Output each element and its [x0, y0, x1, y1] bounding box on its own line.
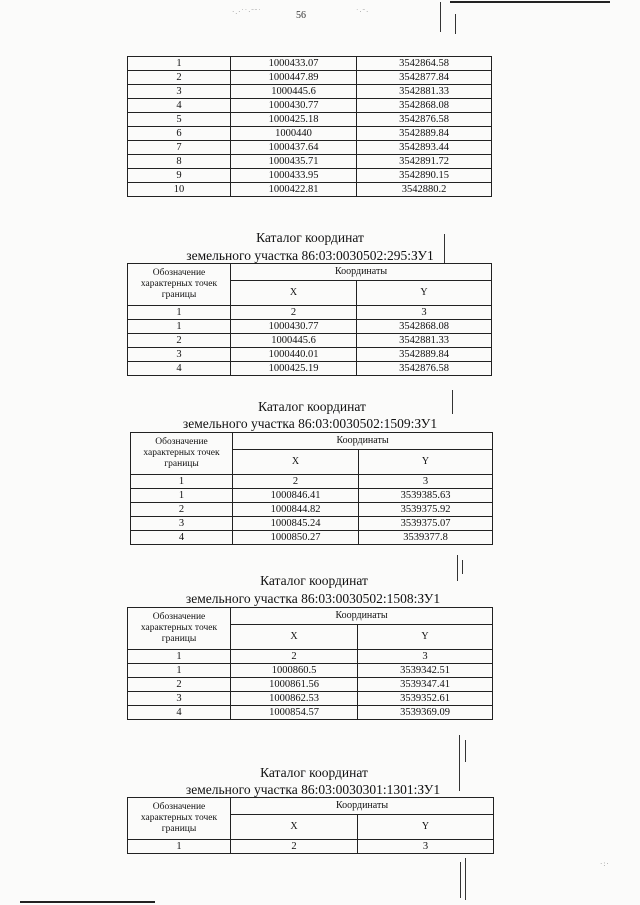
coordinates-table-1508	[127, 607, 493, 720]
table-row: 1 1000433.07 3542864.58	[128, 57, 492, 71]
header-point-label: Обозначение характерных точек границы	[128, 264, 231, 306]
parcel-title: земельного участка 86:03:0030502:1509:ЗУ1	[182, 416, 438, 431]
catalog-title: Каталог координат	[258, 399, 366, 414]
header-y: Y	[359, 450, 493, 475]
scan-mark	[465, 858, 466, 900]
header-y: Y	[358, 625, 493, 650]
scan-mark	[440, 2, 441, 32]
catalog-title: Каталог координат	[260, 573, 368, 588]
catalog-title: Каталог координат	[260, 765, 368, 780]
table-row: 1 1000860.5 3539342.51	[128, 664, 493, 678]
header-x: X	[231, 625, 358, 650]
header-coordinates: Координаты	[233, 433, 493, 450]
table-row: 3 1000440.01 3542889.84	[128, 348, 492, 362]
header-coordinates: Координаты	[231, 608, 493, 625]
table-row: 3 1000845.24 3539375.07	[131, 517, 493, 531]
table-row: 1 1000430.77 3542868.08	[128, 320, 492, 334]
table-row: 10 1000422.81 3542880.2	[128, 183, 492, 197]
column-index-row: 1 2 3	[128, 650, 493, 664]
header-point-label: Обозначение характерных точек границы	[128, 608, 231, 650]
column-index-row: 1 2 3	[128, 840, 494, 854]
table-row: 9 1000433.95 3542890.15	[128, 169, 492, 183]
header-coordinates: Координаты	[231, 798, 494, 815]
column-index-row: 1 2 3	[128, 306, 492, 320]
coordinates-table-1509	[130, 432, 493, 545]
scan-mark	[465, 740, 466, 762]
header-x: X	[231, 281, 357, 306]
scan-noise: ·:·	[600, 860, 610, 868]
table-row: 7 1000437.64 3542893.44	[128, 141, 492, 155]
table-row: 2 1000844.82 3539375.92	[131, 503, 493, 517]
coordinates-table-1301	[127, 797, 494, 854]
table-row: 2 1000445.6 3542881.33	[128, 334, 492, 348]
scan-noise: ˙·ˉ·	[356, 8, 370, 16]
table-row: 2 1000861.56 3539347.41	[128, 678, 493, 692]
coordinates-table-continuation	[127, 56, 492, 197]
scan-mark	[452, 390, 453, 414]
table-row: 3 1000445.6 3542881.33	[128, 85, 492, 99]
scan-mark	[455, 14, 456, 34]
table-row: 8 1000435.71 3542891.72	[128, 155, 492, 169]
scan-mark	[460, 862, 461, 898]
table-row: 6 1000440 3542889.84	[128, 127, 492, 141]
bottom-border-line	[20, 901, 155, 903]
parcel-title: земельного участка 86:03:0030301:1301:ЗУ1	[185, 782, 441, 797]
table-row: 4 1000850.27 3539377.8	[131, 531, 493, 545]
scan-mark	[444, 234, 445, 264]
table-row: 1 1000846.41 3539385.63	[131, 489, 493, 503]
table-row: 4 1000425.19 3542876.58	[128, 362, 492, 376]
header-x: X	[233, 450, 359, 475]
table-row: 2 1000447.89 3542877.84	[128, 71, 492, 85]
scan-mark	[462, 560, 463, 574]
header-point-label: Обозначение характерных точек границы	[128, 798, 231, 840]
coordinates-table-295	[127, 263, 492, 376]
table-row: 4 1000430.77 3542868.08	[128, 99, 492, 113]
header-y: Y	[357, 281, 492, 306]
table-row: 4 1000854.57 3539369.09	[128, 706, 493, 720]
scan-mark	[457, 555, 458, 581]
catalog-title: Каталог координат	[256, 230, 364, 245]
header-x: X	[231, 815, 358, 840]
header-coordinates: Координаты	[231, 264, 492, 281]
scan-mark	[459, 735, 460, 791]
table-row: 3 1000862.53 3539352.61	[128, 692, 493, 706]
top-border-line	[450, 1, 610, 3]
parcel-title: земельного участка 86:03:0030502:295:ЗУ1	[186, 248, 434, 263]
header-y: Y	[358, 815, 494, 840]
header-point-label: Обозначение характерных точек границы	[131, 433, 233, 475]
table-row: 5 1000425.18 3542876.58	[128, 113, 492, 127]
scan-noise: ·.·˙˙·ˉˉ˙	[232, 8, 262, 16]
page-number: 56	[296, 10, 306, 21]
column-index-row: 1 2 3	[131, 475, 493, 489]
parcel-title: земельного участка 86:03:0030502:1508:ЗУ1	[185, 591, 441, 606]
